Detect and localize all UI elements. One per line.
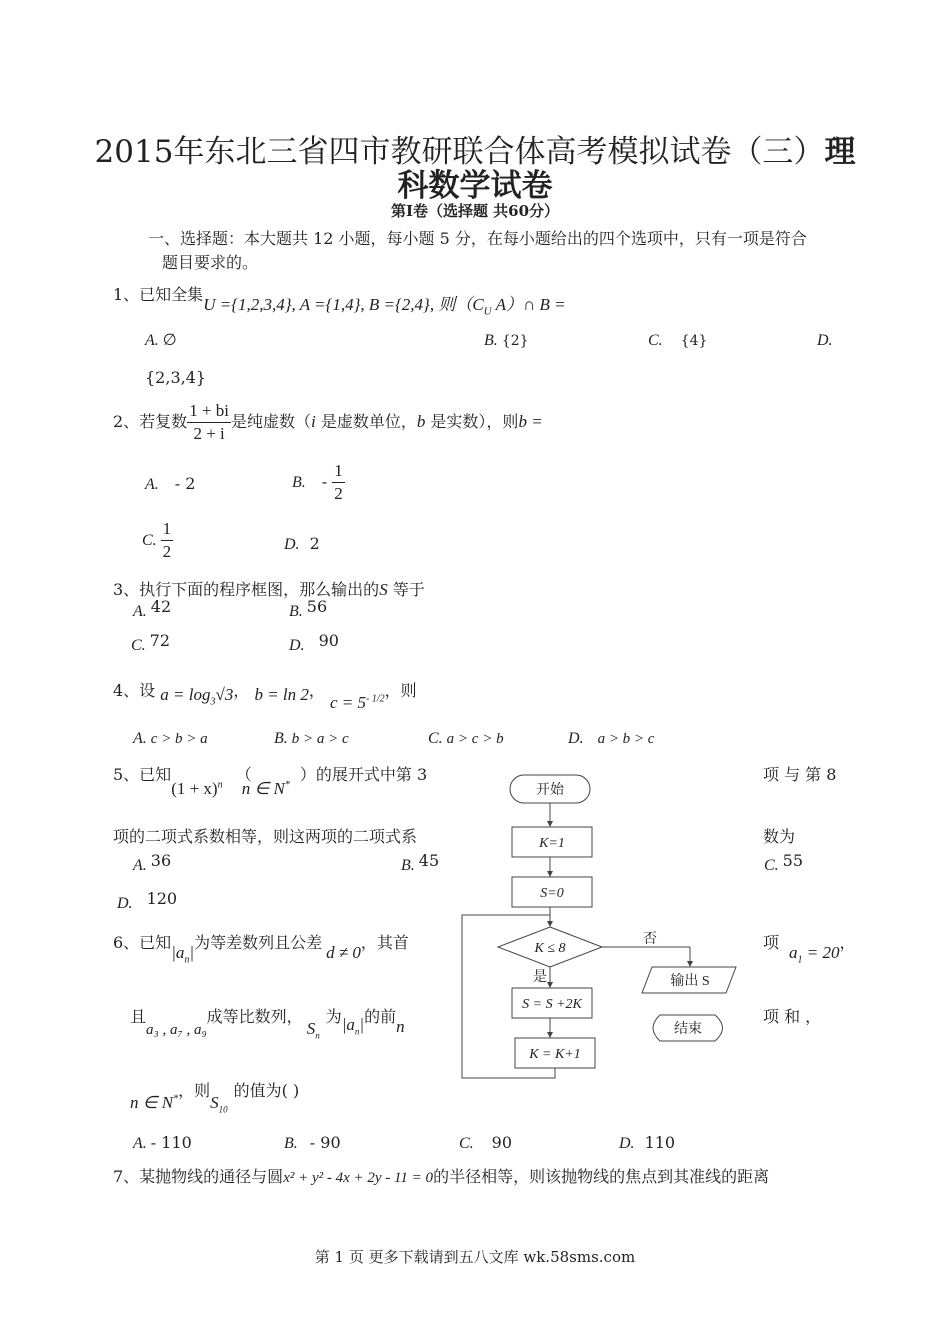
q6-stem-right2: 项 和 ， (763, 1007, 822, 1026)
flow-update-s-label: S = S +2K (522, 997, 582, 1012)
flow-k-init-label: K=1 (539, 836, 565, 851)
q1-option-d: {2,3,4} (145, 368, 207, 387)
q6-stem-line2: 且a₃ , a₇ , a₉成等比数列，$S_n$为$|a_n|$的前n (130, 1007, 405, 1041)
q5-option-d: D. 120 (117, 889, 178, 912)
q1-option-d-label: D. (817, 332, 833, 349)
flow-start-label: 开始 (536, 783, 564, 798)
q4-stem: 4、设 $a = \log_3√3$， b = ln 2， $c = 5^{- 1/2}$，则 (113, 681, 417, 712)
q2-stem: 2、若复数 $\frac{1 + bi}{2 + i}$ 是纯虚数（i 是虚数单位，b 是实数），则b = (113, 401, 543, 443)
q6-option-a: A. - 110 (133, 1133, 192, 1152)
q2-option-c: C. $\frac{1}{2}$ (142, 519, 172, 561)
q2-option-d: D. 2 (284, 534, 320, 553)
q4-option-a: A. c > b > a (133, 730, 208, 747)
flow-end-label: 结束 (674, 1022, 702, 1037)
q1-option-b: B. {2} (484, 332, 529, 349)
q5-stem-right1: 项 与 第 8 (763, 765, 837, 784)
title-line2-text: 科数学试卷 (397, 168, 553, 204)
title-bold: 理 (824, 134, 856, 170)
q5-option-a: A. 36 (133, 851, 172, 874)
q2-option-b: B. - $\frac{1}{2}$ (292, 461, 343, 503)
flow-yes-label: 是 (533, 970, 547, 985)
q4-option-d: D. a > b > c (568, 730, 655, 747)
q1-option-c: C. {4} (648, 332, 708, 349)
q3-option-c: C. 72 (131, 631, 171, 654)
doc-title-line2 (0, 160, 950, 205)
q4-option-c: C. a > c > b (428, 730, 504, 747)
flow-s-init-label: S=0 (540, 886, 564, 901)
page-footer: 第 1 页 更多下载请到五八文库 wk.58sms.com (314, 1248, 636, 1266)
q6-stem-line3: n ∈ N*，则$S_{10}$的值为( ) (130, 1081, 300, 1115)
q2-option-a: A. - 2 (145, 474, 196, 493)
q3-option-a: A. 42 (133, 597, 172, 620)
q6-option-b: B. - 90 (284, 1133, 341, 1152)
q1-option-a: A. ∅ (145, 330, 177, 349)
q1-stem: 1、已知全集U ={1,2,3,4}, A ={1,4}, B ={2,4}, 则（$C_U$ A）∩ B = (113, 285, 566, 318)
q6-option-c: C. 90 (459, 1133, 513, 1152)
q3-stem: 3、执行下面的程序框图，那么输出的S 等于 (113, 580, 425, 599)
q5-option-b: B. 45 (401, 851, 440, 874)
q5-stem-line2: 项的二项式系数相等，则这两项的二项式系 (113, 827, 418, 846)
flow-update-k-label: K = K+1 (529, 1047, 581, 1062)
q6-stem-right1: 项$a_1 = 20$， (763, 933, 856, 966)
flow-output-label: 输出 S (670, 974, 710, 989)
q2-fraction: $\frac{1 + bi}{2 + i}$ (189, 401, 229, 443)
q4-option-b: B. b > a > c (274, 730, 349, 747)
title-text: 2015年东北三省四市教研联合体高考模拟试卷（三） (94, 134, 825, 170)
section-heading: 第Ⅰ卷（选择题 共60分） (390, 202, 560, 220)
q5-stem-right2: 数为 (763, 827, 796, 846)
q6-option-d: D. 110 (619, 1133, 676, 1152)
q5-stem-line1: 5、已知$(1 + x)^n$ （n ∈ N*）的展开式中第 3 (113, 765, 428, 798)
q3-option-d: D. 90 (289, 631, 339, 654)
instructions-line2: 题目要求的。 (162, 253, 259, 272)
q6-stem-line1: 6、已知$|a_n|$为等差数列且公差d ≠ 0，其首 (113, 933, 409, 966)
q5-option-c: C. 55 (764, 851, 804, 874)
q1-math: U ={1,2,3,4}, A ={1,4}, B ={2,4}, 则（$C_U$ A）∩ B = (203, 295, 566, 318)
flow-condition-label: K ≤ 8 (534, 941, 566, 956)
flow-no-label: 否 (643, 932, 657, 947)
q7-stem: 7、某抛物线的通径与圆x² + y² - 4x + 2y - 11 = 0的半径相等，则该抛物线的焦点到其准线的距离 (113, 1167, 770, 1186)
instructions-line1: 一、选择题：本大题共 12 小题，每小题 5 分，在每小题给出的四个选项中，只有一项是符合 (148, 229, 807, 248)
program-flowchart (450, 765, 750, 1085)
q3-option-b: B. 56 (289, 597, 328, 620)
